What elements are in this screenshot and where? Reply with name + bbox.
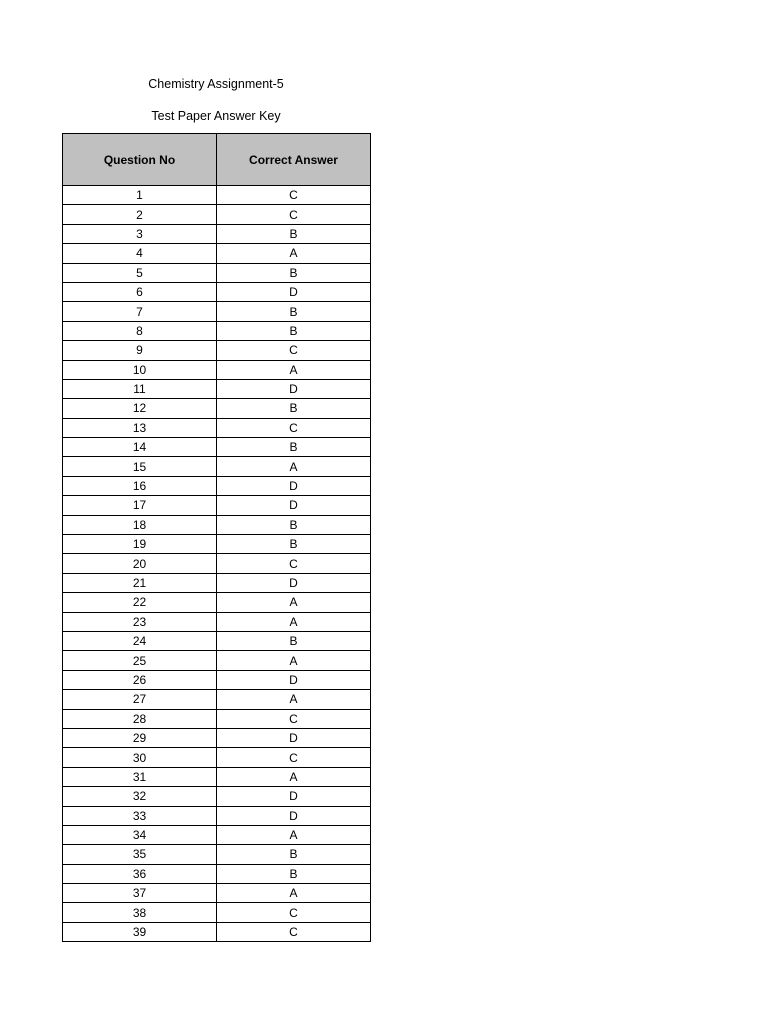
- correct-answer-cell: B: [217, 321, 371, 340]
- question-number-cell: 2: [63, 205, 217, 224]
- table-row: [63, 825, 371, 844]
- correct-answer-cell: C: [217, 186, 371, 205]
- question-number-cell: 1: [63, 186, 217, 205]
- question-number-cell: 18: [63, 515, 217, 534]
- document-subtitle: Test Paper Answer Key: [151, 109, 281, 123]
- table-row: [63, 593, 371, 612]
- correct-answer-cell: A: [217, 884, 371, 903]
- question-number-cell: 19: [63, 535, 217, 554]
- table-row: [63, 360, 371, 379]
- table-row: [63, 651, 371, 670]
- correct-answer-cell: A: [217, 360, 371, 379]
- question-number-cell: 5: [63, 263, 217, 282]
- correct-answer-cell: C: [217, 903, 371, 922]
- correct-answer-cell: C: [217, 554, 371, 573]
- table-header-row: [63, 134, 371, 186]
- correct-answer-cell: B: [217, 224, 371, 243]
- correct-answer-cell: B: [217, 263, 371, 282]
- question-number-cell: 31: [63, 767, 217, 786]
- correct-answer-cell: D: [217, 806, 371, 825]
- table-row: [63, 709, 371, 728]
- question-number-cell: 30: [63, 748, 217, 767]
- correct-answer-cell: B: [217, 845, 371, 864]
- correct-answer-cell: D: [217, 496, 371, 515]
- question-number-cell: 32: [63, 787, 217, 806]
- table-row: [63, 341, 371, 360]
- question-number-cell: 34: [63, 825, 217, 844]
- question-number-cell: 27: [63, 690, 217, 709]
- correct-answer-cell: A: [217, 651, 371, 670]
- table-row: [63, 515, 371, 534]
- question-number-cell: 4: [63, 244, 217, 263]
- question-number-cell: 25: [63, 651, 217, 670]
- question-number-cell: 38: [63, 903, 217, 922]
- correct-answer-cell: C: [217, 709, 371, 728]
- correct-answer-cell: D: [217, 379, 371, 398]
- question-number-cell: 6: [63, 282, 217, 301]
- correct-answer-cell: C: [217, 922, 371, 941]
- table-row: [63, 573, 371, 592]
- question-number-cell: 36: [63, 864, 217, 883]
- question-number-cell: 35: [63, 845, 217, 864]
- table-row: [63, 787, 371, 806]
- document-title: Chemistry Assignment-5: [148, 77, 284, 91]
- column-header-correct-answer: Correct Answer: [217, 134, 371, 186]
- table-row: [63, 476, 371, 495]
- question-number-cell: 20: [63, 554, 217, 573]
- table-row: [63, 224, 371, 243]
- question-number-cell: 12: [63, 399, 217, 418]
- correct-answer-cell: B: [217, 631, 371, 650]
- correct-answer-cell: A: [217, 612, 371, 631]
- correct-answer-cell: D: [217, 282, 371, 301]
- answer-key-table: [62, 133, 371, 942]
- correct-answer-cell: C: [217, 205, 371, 224]
- correct-answer-cell: A: [217, 457, 371, 476]
- correct-answer-cell: B: [217, 864, 371, 883]
- question-number-cell: 29: [63, 728, 217, 747]
- correct-answer-cell: A: [217, 825, 371, 844]
- table-row: [63, 399, 371, 418]
- column-header-question-no: Question No: [63, 134, 217, 186]
- question-number-cell: 14: [63, 438, 217, 457]
- correct-answer-cell: B: [217, 515, 371, 534]
- table-row: [63, 457, 371, 476]
- question-number-cell: 15: [63, 457, 217, 476]
- question-number-cell: 10: [63, 360, 217, 379]
- table-row: [63, 690, 371, 709]
- question-number-cell: 16: [63, 476, 217, 495]
- correct-answer-cell: D: [217, 728, 371, 747]
- answer-key-body: [63, 186, 371, 942]
- correct-answer-cell: D: [217, 476, 371, 495]
- question-number-cell: 7: [63, 302, 217, 321]
- question-number-cell: 33: [63, 806, 217, 825]
- question-number-cell: 22: [63, 593, 217, 612]
- table-row: [63, 379, 371, 398]
- table-row: [63, 612, 371, 631]
- correct-answer-cell: A: [217, 593, 371, 612]
- question-number-cell: 3: [63, 224, 217, 243]
- question-number-cell: 37: [63, 884, 217, 903]
- correct-answer-cell: B: [217, 438, 371, 457]
- table-row: [63, 903, 371, 922]
- question-number-cell: 21: [63, 573, 217, 592]
- correct-answer-cell: C: [217, 418, 371, 437]
- correct-answer-cell: B: [217, 302, 371, 321]
- table-row: [63, 728, 371, 747]
- question-number-cell: 23: [63, 612, 217, 631]
- question-number-cell: 8: [63, 321, 217, 340]
- question-number-cell: 24: [63, 631, 217, 650]
- table-row: [63, 922, 371, 941]
- question-number-cell: 9: [63, 341, 217, 360]
- table-row: [63, 438, 371, 457]
- table-row: [63, 282, 371, 301]
- table-row: [63, 535, 371, 554]
- correct-answer-cell: C: [217, 341, 371, 360]
- table-row: [63, 418, 371, 437]
- question-number-cell: 13: [63, 418, 217, 437]
- table-row: [63, 496, 371, 515]
- table-row: [63, 864, 371, 883]
- table-row: [63, 302, 371, 321]
- table-row: [63, 806, 371, 825]
- table-row: [63, 884, 371, 903]
- table-row: [63, 244, 371, 263]
- question-number-cell: 26: [63, 670, 217, 689]
- correct-answer-cell: A: [217, 767, 371, 786]
- correct-answer-cell: A: [217, 244, 371, 263]
- table-row: [63, 845, 371, 864]
- correct-answer-cell: D: [217, 670, 371, 689]
- correct-answer-cell: D: [217, 787, 371, 806]
- table-row: [63, 554, 371, 573]
- correct-answer-cell: B: [217, 399, 371, 418]
- table-row: [63, 205, 371, 224]
- question-number-cell: 11: [63, 379, 217, 398]
- question-number-cell: 28: [63, 709, 217, 728]
- table-row: [63, 631, 371, 650]
- correct-answer-cell: C: [217, 748, 371, 767]
- question-number-cell: 39: [63, 922, 217, 941]
- correct-answer-cell: A: [217, 690, 371, 709]
- table-row: [63, 321, 371, 340]
- table-row: [63, 186, 371, 205]
- table-row: [63, 767, 371, 786]
- table-row: [63, 263, 371, 282]
- table-row: [63, 748, 371, 767]
- question-number-cell: 17: [63, 496, 217, 515]
- correct-answer-cell: D: [217, 573, 371, 592]
- table-row: [63, 670, 371, 689]
- correct-answer-cell: B: [217, 535, 371, 554]
